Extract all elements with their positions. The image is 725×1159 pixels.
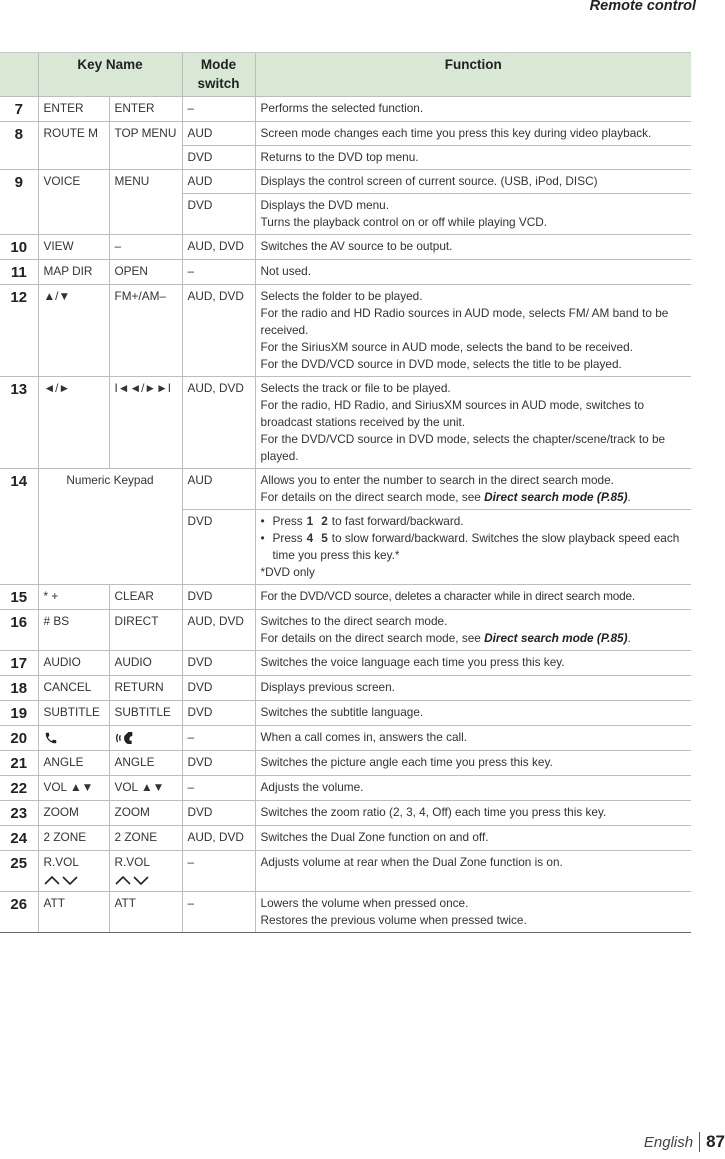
nav-key: SUBTITLE (38, 701, 109, 726)
row-number: 16 (0, 610, 38, 651)
function-text: Performs the selected function. (255, 97, 691, 122)
function-line: Turns the playback control on or off while playing VCD. (260, 215, 548, 229)
dvd-key: TOP MENU (109, 122, 182, 170)
up-down-chevrons-icon (115, 874, 149, 886)
dvd-key: MENU (109, 170, 182, 235)
nav-key-label: R.VOL (43, 855, 79, 869)
header-key-name: Key Name (38, 53, 182, 97)
dvd-key: – (109, 235, 182, 260)
table-row (0, 260, 691, 285)
row-number: 10 (0, 235, 38, 260)
table-row (0, 235, 691, 260)
function-line: For the radio and HD Radio sources in AUD mode, selects FM/ AM band to be received. (260, 306, 669, 337)
remote-control-table (0, 52, 691, 933)
row-number: 18 (0, 676, 38, 701)
mode-switch: AUD (182, 170, 255, 194)
mode-switch: – (182, 851, 255, 892)
footnote: *DVD only (260, 565, 315, 579)
function-text: Displays previous screen. (255, 676, 691, 701)
table-header-row (0, 53, 691, 97)
function-text: Adjusts volume at rear when the Dual Zone function is on. (255, 851, 691, 892)
mode-switch: DVD (182, 801, 255, 826)
mode-switch: DVD (182, 194, 255, 235)
row-number: 24 (0, 826, 38, 851)
dvd-key: AUDIO (109, 651, 182, 676)
function-text: Switches the Dual Zone function on and off. (255, 826, 691, 851)
function-text: When a call comes in, answers the call. (255, 726, 691, 751)
table-row (0, 585, 691, 610)
mode-switch: AUD, DVD (182, 826, 255, 851)
function-text: Not used. (255, 260, 691, 285)
mode-switch: DVD (182, 751, 255, 776)
row-number: 7 (0, 97, 38, 122)
footer-divider (699, 1132, 700, 1152)
table-row (0, 285, 691, 377)
function-line: Selects the track or file to be played. (260, 381, 451, 395)
nav-key: # BS (38, 610, 109, 651)
function-text (255, 510, 691, 585)
dvd-key: VOL ▲▼ (109, 776, 182, 801)
function-text: Switches the AV source to be output. (255, 235, 691, 260)
row-number: 15 (0, 585, 38, 610)
table-row (0, 676, 691, 701)
dvd-key (109, 726, 182, 751)
dvd-key: ANGLE (109, 751, 182, 776)
mode-switch: AUD (182, 469, 255, 510)
function-text: Displays the control screen of current source. (USB, iPod, DISC) (255, 170, 691, 194)
dvd-key: I◄◄/►►I (109, 377, 182, 469)
header-mode-switch: Mode switch (182, 53, 255, 97)
mode-switch: – (182, 776, 255, 801)
function-text: Adjusts the volume. (255, 776, 691, 801)
function-line: Displays the DVD menu. (260, 198, 390, 212)
function-line: For the SiriusXM source in AUD mode, selects the band to be received. (260, 340, 633, 354)
function-text (255, 377, 691, 469)
dvd-key-label: R.VOL (114, 855, 150, 869)
nav-key: MAP DIR (38, 260, 109, 285)
mode-switch: DVD (182, 701, 255, 726)
row-number: 20 (0, 726, 38, 751)
nav-key: ENTER (38, 97, 109, 122)
nav-key: ◄/► (38, 377, 109, 469)
table-row (0, 610, 691, 651)
function-line: Switches to the direct search mode. (260, 614, 448, 628)
nav-key: VOL ▲▼ (38, 776, 109, 801)
mode-switch: DVD (182, 651, 255, 676)
mode-switch: AUD, DVD (182, 285, 255, 377)
table-row (0, 892, 691, 933)
table-row (0, 776, 691, 801)
table-row (0, 122, 691, 146)
function-text: Returns to the DVD top menu. (255, 146, 691, 170)
nav-key: CANCEL (38, 676, 109, 701)
dvd-key: 2 ZONE (109, 826, 182, 851)
row-number: 13 (0, 377, 38, 469)
nav-key: AUDIO (38, 651, 109, 676)
row-number: 19 (0, 701, 38, 726)
mode-switch: DVD (182, 585, 255, 610)
function-text: Switches the picture angle each time you press this key. (255, 751, 691, 776)
function-line: Restores the previous volume when pressed twice. (260, 913, 527, 927)
table-row (0, 469, 691, 510)
dvd-key: ZOOM (109, 801, 182, 826)
header-number (0, 53, 38, 97)
row-number: 8 (0, 122, 38, 170)
table-row (0, 726, 691, 751)
nav-key (38, 726, 109, 751)
function-text: For the DVD/VCD source, deletes a character while in direct search mode. (255, 585, 691, 610)
page-number: 87 (706, 1132, 725, 1151)
page-reference-link[interactable]: Direct search mode (P.85) (484, 631, 628, 645)
mode-switch: – (182, 97, 255, 122)
table-row (0, 170, 691, 194)
function-text: Switches the voice language each time you press this key. (255, 651, 691, 676)
row-number: 9 (0, 170, 38, 235)
header-function: Function (255, 53, 691, 97)
function-text (255, 892, 691, 933)
table-row (0, 377, 691, 469)
mode-switch: – (182, 260, 255, 285)
nav-key: * + (38, 585, 109, 610)
row-number: 21 (0, 751, 38, 776)
nav-key: ROUTE M (38, 122, 109, 170)
dvd-key: CLEAR (109, 585, 182, 610)
page-footer (644, 1132, 725, 1152)
section-title: Remote control (589, 0, 696, 14)
function-text: Switches the subtitle language. (255, 701, 691, 726)
nav-key: 2 ZONE (38, 826, 109, 851)
nav-key (38, 851, 109, 892)
nav-key: VOICE (38, 170, 109, 235)
handsfree-icon (115, 730, 135, 746)
phone-icon (44, 731, 58, 745)
function-line: Allows you to enter the number to search in the direct search mode. (260, 473, 614, 487)
mode-switch: DVD (182, 676, 255, 701)
function-line: Lowers the volume when pressed once. (260, 896, 469, 910)
row-number: 22 (0, 776, 38, 801)
bullet-item: • Press 4 5 to slow forward/backward. Switches the slow playback speed each time you press this key.* (260, 531, 680, 562)
table-row (0, 851, 691, 892)
mode-switch: – (182, 892, 255, 933)
row-number: 26 (0, 892, 38, 933)
row-number: 17 (0, 651, 38, 676)
function-line: Selects the folder to be played. (260, 289, 423, 303)
table-row (0, 701, 691, 726)
dvd-key: ATT (109, 892, 182, 933)
nav-key: ZOOM (38, 801, 109, 826)
dvd-key: RETURN (109, 676, 182, 701)
mode-switch: DVD (182, 146, 255, 170)
up-down-chevrons-icon (44, 874, 78, 886)
nav-key: ATT (38, 892, 109, 933)
key-name: Numeric Keypad (38, 469, 182, 585)
row-number: 12 (0, 285, 38, 377)
row-number: 14 (0, 469, 38, 585)
nav-key: VIEW (38, 235, 109, 260)
function-text (255, 469, 691, 510)
table-row (0, 751, 691, 776)
dvd-key (109, 851, 182, 892)
nav-key: ▲/▼ (38, 285, 109, 377)
function-line: For the radio, HD Radio, and SiriusXM sources in AUD mode, switches to broadcast stations received by the unit. (260, 398, 645, 429)
table-row (0, 97, 691, 122)
mode-switch: – (182, 726, 255, 751)
page-reference-link[interactable]: Direct search mode (P.85) (484, 490, 628, 504)
mode-switch: AUD, DVD (182, 235, 255, 260)
row-number: 11 (0, 260, 38, 285)
bullet-item: • Press 1 2 to fast forward/backward. (260, 514, 464, 528)
dvd-key: ENTER (109, 97, 182, 122)
mode-switch: AUD, DVD (182, 377, 255, 469)
dvd-key: OPEN (109, 260, 182, 285)
row-number: 25 (0, 851, 38, 892)
mode-switch: DVD (182, 510, 255, 585)
mode-switch: AUD, DVD (182, 610, 255, 651)
table-row (0, 651, 691, 676)
nav-key: ANGLE (38, 751, 109, 776)
footer-language: English (643, 1133, 694, 1151)
function-line: For details on the direct search mode, see Direct search mode (P.85). (260, 490, 631, 504)
table-row (0, 801, 691, 826)
mode-switch: AUD (182, 122, 255, 146)
row-number: 23 (0, 801, 38, 826)
function-text (255, 610, 691, 651)
function-line: For details on the direct search mode, see Direct search mode (P.85). (260, 631, 631, 645)
dvd-key: FM+/AM– (109, 285, 182, 377)
function-text: Screen mode changes each time you press this key during video playback. (255, 122, 691, 146)
function-line: For the DVD/VCD source in DVD mode, selects the chapter/scene/track to be played. (260, 432, 666, 463)
function-line: For the DVD/VCD source in DVD mode, selects the title to be played. (260, 357, 622, 371)
function-text: Switches the zoom ratio (2, 3, 4, Off) each time you press this key. (255, 801, 691, 826)
dvd-key: SUBTITLE (109, 701, 182, 726)
function-text (255, 194, 691, 235)
table-row (0, 826, 691, 851)
function-text (255, 285, 691, 377)
dvd-key: DIRECT (109, 610, 182, 651)
